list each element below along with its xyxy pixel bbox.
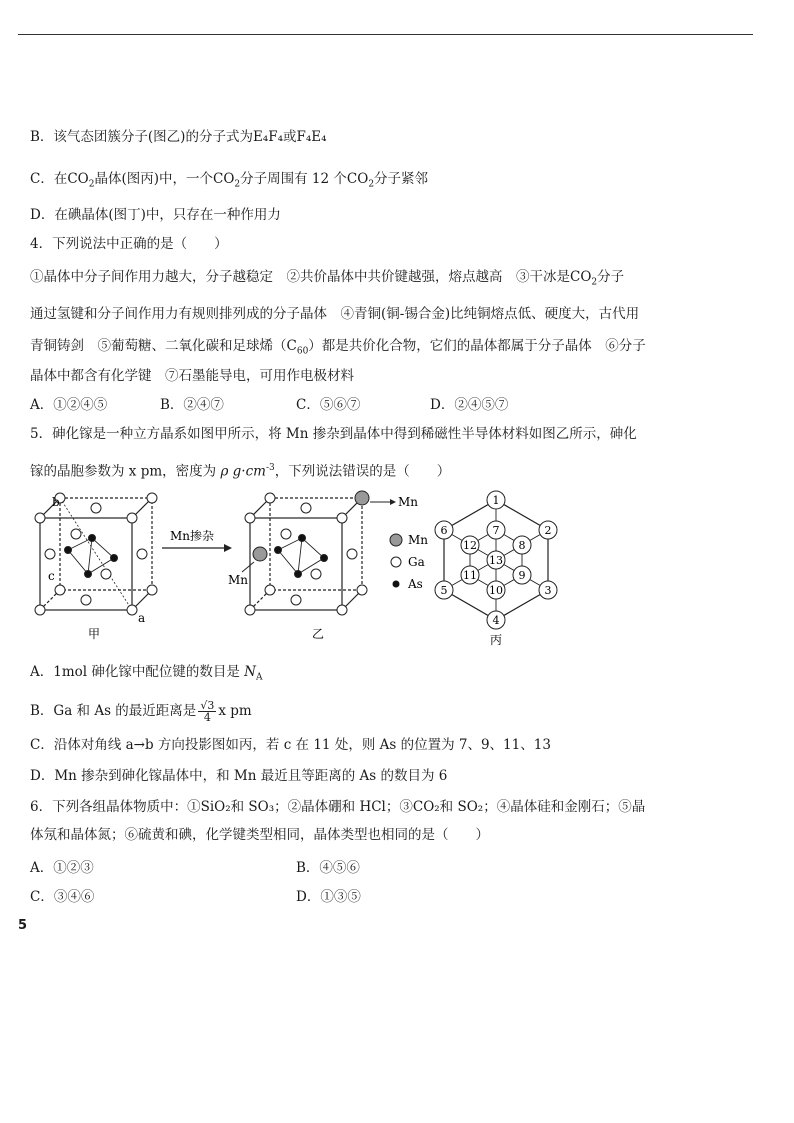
q6-option-a: A．①②③ — [30, 860, 94, 876]
projection-node-label: 4 — [492, 614, 500, 627]
unit-cell-yi — [228, 491, 418, 641]
q4-statement-line-1: ①晶体中分子间作用力越大，分子越稳定 ②共价晶体中共价键越强，熔点越高 ③干冰是$CO_2$分子 — [30, 269, 625, 288]
projection-node-label: 2 — [544, 524, 552, 537]
q6-option-b: B．④⑤⑥ — [296, 860, 360, 876]
q4-option-b: B．②④⑦ — [160, 397, 224, 413]
q4-option-c: C．⑤⑥⑦ — [296, 397, 361, 413]
q4-option-d: D．②④⑤⑦ — [430, 397, 509, 413]
crystal-figure — [30, 488, 590, 648]
svg-text:Mn: Mn — [408, 533, 429, 547]
projection-bing — [435, 491, 557, 647]
q4-statement-line-3: 青铜铸剑 ⑤葡萄糖、二氧化碳和足球烯$(C_{60})$都是共价化合物，它们的晶体都属于分子晶体 ⑥分子 — [30, 338, 646, 357]
label-jia: 甲 — [88, 627, 101, 641]
q3-option-b: B．该气态团簇分子(图乙)的分子式为E₄F₄或F₄E₄ — [30, 129, 327, 145]
page-number: 5 — [18, 918, 28, 933]
mn-label-left: Mn — [228, 573, 249, 587]
label-yi: 乙 — [312, 627, 325, 641]
projection-node-label: 1 — [492, 494, 500, 507]
q4-statement-line-2: 通过氢键和分子间作用力有规则排列成的分子晶体 ④青铜(铜-锡合金)比纯铜熔点低、硬度大，古代用 — [30, 306, 640, 322]
projection-node-label: 7 — [492, 524, 500, 537]
q5-option-a: A．1mol 砷化镓中配位键的数目是 $N_A$ — [30, 664, 263, 683]
legend — [390, 533, 428, 591]
fraction-sqrt3-over-4: $\frac{√3}{4}$ — [200, 699, 215, 724]
q5-stem-line-2: 镓的晶胞参数为 x pm，密度为 ρ $g\cdot cm^{-3}$，下列说法错误的是（ ） — [30, 463, 451, 480]
q5-option-b: B．Ga 和 As 的最近距离是 $\frac{√3}{4}$ x pm — [30, 699, 252, 724]
label-bing: 丙 — [490, 633, 503, 647]
q5-option-c: C．沿体对角线 a→b 方向投影图如丙，若 c 在 11 处，则 As 的位置为 7、9、11、13 — [30, 737, 551, 753]
q3-option-c: C．在$CO_2$晶体(图丙)中，一个$CO_2$分子周围有 12 个$CO_2$分子紧邻 — [30, 171, 429, 190]
projection-node-label: 3 — [544, 584, 552, 597]
q4-statement-line-4: 晶体中都含有化学键 ⑦石墨能导电，可用作电极材料 — [30, 368, 354, 384]
q5-stem-line-1: 5．砷化镓是一种立方晶系如图甲所示，将 Mn 掺杂到晶体中得到稀磁性半导体材料如图乙所示，砷化 — [30, 426, 637, 442]
svg-text:Ga: Ga — [408, 555, 425, 569]
q6-stem-line-2: 体氖和晶体氮；⑥硫黄和碘，化学键类型相同，晶体类型也相同的是（ ） — [30, 827, 489, 843]
q6-option-d: D．①③⑤ — [296, 889, 361, 905]
label-c: c — [48, 569, 55, 583]
projection-node-label: 10 — [489, 584, 503, 597]
label-a: a — [138, 611, 146, 625]
projection-node-label: 13 — [489, 554, 503, 567]
projection-node-label: 12 — [463, 539, 477, 552]
mn-label-top: Mn — [398, 495, 419, 509]
q5-option-d: D．Mn 掺杂到砷化镓晶体中，和 Mn 最近且等距离的 As 的数目为 6 — [30, 768, 448, 784]
projection-node-label: 5 — [440, 584, 448, 597]
q3-option-d: D．在碘晶体(图丁)中，只存在一种作用力 — [30, 207, 281, 223]
label-b: b — [52, 495, 60, 509]
q6-stem-line-1: 6．下列各组晶体物质中：①SiO₂和 SO₃；②晶体硼和 HCl；③CO₂和 SO₂；④晶体硅和金刚石；⑤晶 — [30, 799, 646, 815]
projection-node-label: 8 — [518, 539, 526, 552]
header-rule — [18, 34, 753, 35]
q4-option-a: A．①②④⑤ — [30, 397, 108, 413]
q4-stem: 4．下列说法中正确的是（ ） — [30, 236, 228, 252]
projection-node-label: 11 — [463, 569, 477, 582]
doping-arrow-label: Mn掺杂 — [170, 529, 215, 543]
q6-option-c: C．③④⑥ — [30, 889, 95, 905]
projection-node-label: 9 — [518, 569, 526, 582]
projection-node-label: 6 — [440, 524, 448, 537]
svg-text:As: As — [408, 577, 423, 591]
